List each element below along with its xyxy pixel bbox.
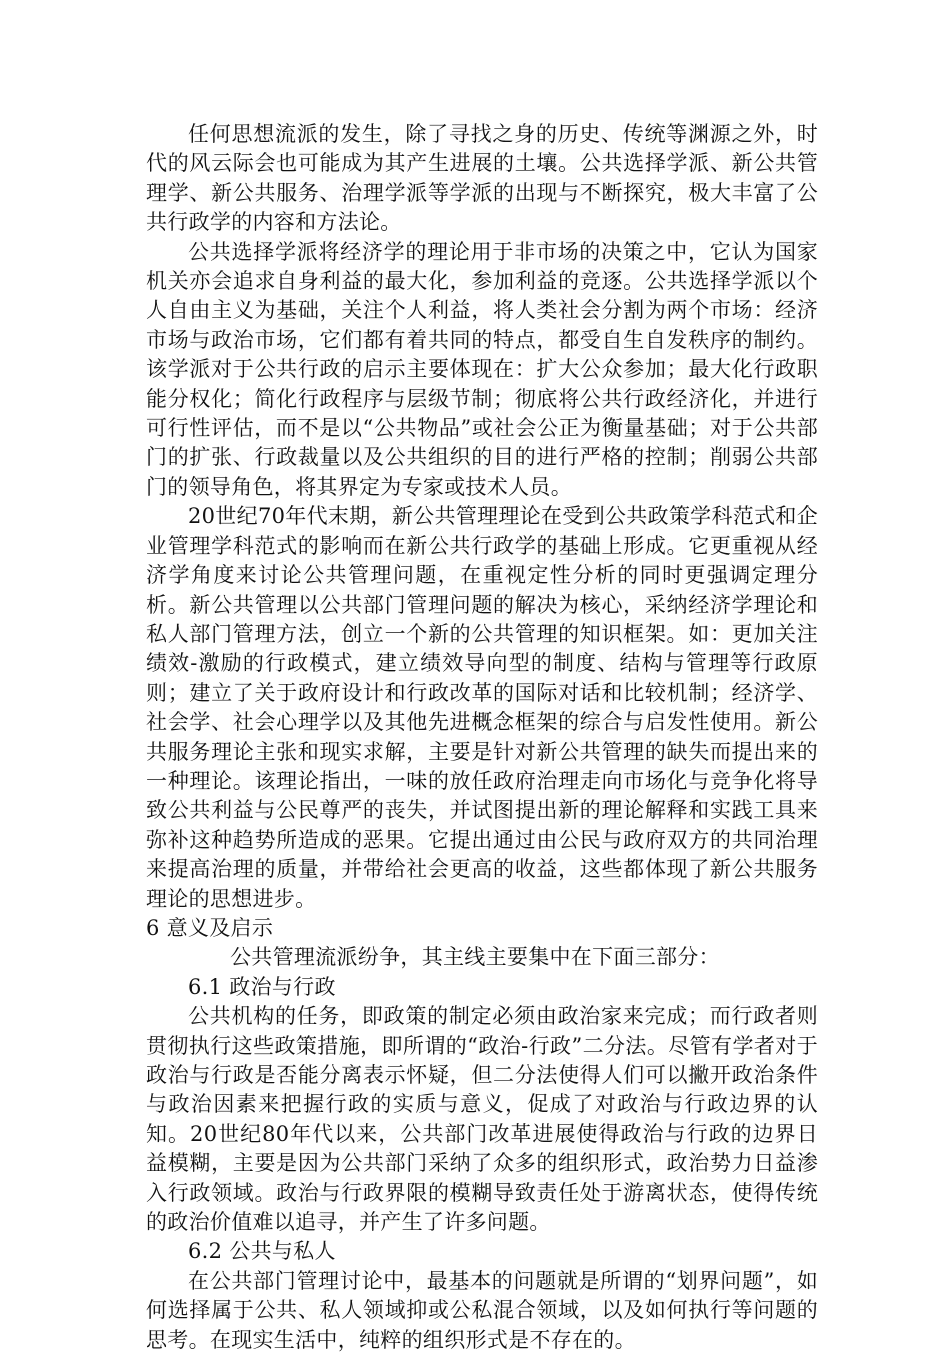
paragraph-intro: 任何思想流派的发生，除了寻找之身的历史、传统等渊源之外，时代的风云际会也可能成为其产生进展的土壤。公共选择学派、新公共管理学、新公共服务、治理学派等学派的出现与不断探究，极大丰富了公共行政学的内容和方法论。 bbox=[146, 122, 818, 235]
paragraph-public-choice: 公共选择学派将经济学的理论用于非市场的决策之中，它认为国家机关亦会追求自身利益的最大化，参加利益的竞逐。公共选择学派以个人自由主义为基础，关注个人利益，将人类社会分割为两个市场：经济市场与政治市场，它们都有着共同的特点，都受自生自发秩序的制约。该学派对于公共行政的启示主要体现在：扩大公众参加；最大化行政职能分权化；简化行政程序与层级节制；彻底将公共行政经济化，并进行可行性评估，而不是以“公共物品”或社会公正为衡量基础；对于公共部门的扩张、行政裁量以及公共组织的目的进行严格的控制；削弱公共部门的领导角色，将其界定为专家或技术人员。 bbox=[146, 239, 818, 499]
section-intro: 公共管理流派纷争，其主线主要集中在下面三部分： bbox=[230, 945, 720, 970]
document-body bbox=[146, 120, 818, 1355]
subsection-heading-public-private: 6.2 公共与私人 bbox=[188, 1239, 336, 1264]
section-heading: 6 意义及启示 bbox=[146, 915, 274, 940]
paragraph-public-private: 在公共部门管理讨论中，最基本的问题就是所谓的“划界问题”，如何选择属于公共、私人领域抑或公私混合领域，以及如何执行等问题的思考。在现实生活中，纯粹的组织形式是不存在的。 bbox=[146, 1268, 818, 1352]
paragraph-politics-administration: 公共机构的任务，即政策的制定必须由政治家来完成；而行政者则贯彻执行这些政策措施，即所谓的“政治-行政”二分法。尽管有学者对于政治与行政是否能分离表示怀疑，但二分法使得人们可以撇开政治条件与政治因素来把握行政的实质与意义，促成了对政治与行政边界的认知。20世纪80年代以来，公共部门改革进展使得政治与行政的边界日益模糊，主要是因为公共部门采纳了众多的组织形式，政治势力日益渗入行政领域。政治与行政界限的模糊导致责任处于游离状态，使得传统的政治价值难以追寻，并产生了许多问题。 bbox=[146, 1004, 818, 1235]
paragraph-new-public-management: 20世纪70年代末期，新公共管理理论在受到公共政策学科范式和企业管理学科范式的影响而在新公共行政学的基础上形成。它更重视从经济学角度来讨论公共管理问题，在重视定性分析的同时更强调定理分析。新公共管理以公共部门管理问题的解决为核心，采纳经济学理论和私人部门管理方法，创立一个新的公共管理的知识框架。如：更加关注绩效-激励的行政模式，建立绩效导向型的制度、结构与管理等行政原则；建立了关于政府设计和行政改革的国际对话和比较机制；经济学、社会学、社会心理学以及其他先进概念框架的综合与启发性使用。新公共服务理论主张和现实求解，主要是针对新公共管理的缺失而提出来的一种理论。该理论指出，一味的放任政府治理走向市场化与竞争化将导致公共利益与公民尊严的丧失，并试图提出新的理论解释和实践工具来弥补这种趋势所造成的恶果。它提出通过由公民与政府双方的共同治理来提高治理的质量，并带给社会更高的收益，这些都体现了新公共服务理论的思想进步。 bbox=[146, 504, 818, 911]
subsection-heading-politics-administration: 6.1 政治与行政 bbox=[188, 974, 336, 999]
